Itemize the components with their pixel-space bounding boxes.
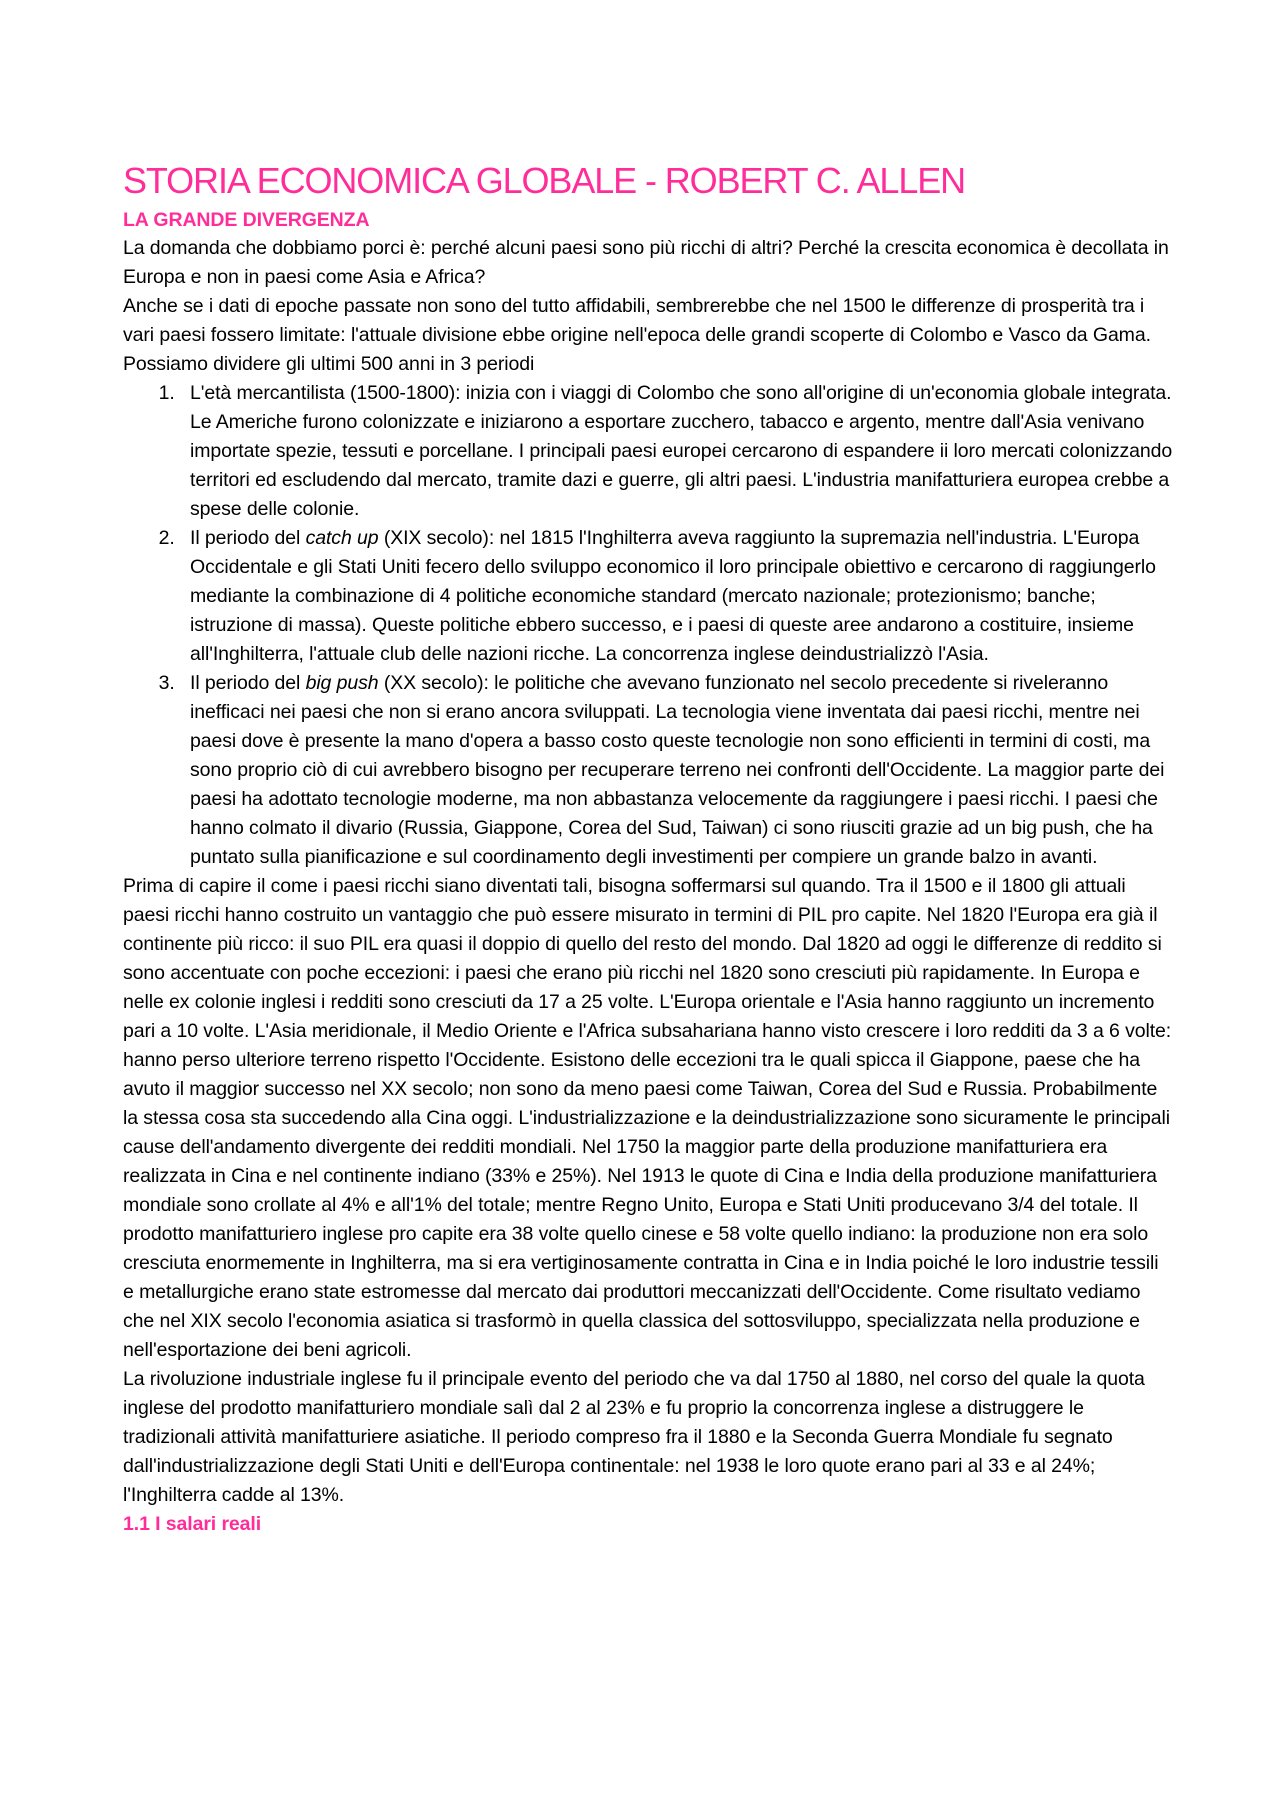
document-title: STORIA ECONOMICA GLOBALE - ROBERT C. ALLEN	[123, 160, 966, 201]
period-item-text-after: (XX secolo): le politiche che avevano funzionato nel secolo precedente si riveleranno inefficaci nei paesi che non si erano ancora sviluppati. La tecnologia viene inventata dai paesi ricchi, mentre nei paesi dove è presente la mano d'opera a basso costo queste tecnologie non sono efficienti in termini di costi, ma sono proprio ciò di cui avrebbero bisogno per recuperare terreno nei confronti dell'Occidente. La maggior parte dei paesi ha adottato tecnologie moderne, ma non abbastanza velocemente da raggiungere i paesi ricchi. I paesi che hanno colmato il divario (Russia, Giappone, Corea del Sud, Taiwan) ci sono riusciti grazie ad un big push, che ha puntato sulla pianificazione e sul coordinamento degli investimenti per compiere un grande balzo in avanti.	[190, 672, 1165, 868]
section-heading-grande-divergenza: LA GRANDE DIVERGENZA	[123, 209, 370, 231]
document-page	[123, 160, 1173, 1538]
period-item-mercantilist	[180, 379, 1173, 524]
intro-paragraph-question: La domanda che dobbiamo porci è: perché alcuni paesi sono più ricchi di altri? Perché la crescita economica è decollata in Europa e non in paesi come Asia e Africa?	[123, 237, 1169, 288]
section-heading-salari-reali: 1.1 I salari reali	[123, 1513, 262, 1535]
body-paragraph-industrial-revolution: La rivoluzione industriale inglese fu il principale evento del periodo che va dal 1750 al 1880, nel corso del quale la quota inglese del prodotto manifatturiero mondiale salì dal 2 al 23% e fu proprio la concorrenza inglese a distruggere le tradizionali attività manifatturiere asiatiche. Il periodo compreso fra il 1880 e la Seconda Guerra Mondiale fu segnato dall'industrializzazione degli Stati Uniti e dell'Europa continentale: nel 1938 le loro quote erano pari al 33 e al 24%; l'Inghilterra cadde al 13%.	[123, 1368, 1145, 1506]
periods-list	[123, 379, 1173, 872]
period-item-text-after: (XIX secolo): nel 1815 l'Inghilterra aveva raggiunto la supremazia nell'industria. L'Europa Occidentale e gli Stati Uniti fecero dello sviluppo economico il loro principale obiettivo e cercarono di raggiungerlo mediante la combinazione di 4 politiche economiche standard (mercato nazionale; protezionismo; banche; istruzione di massa). Queste politiche ebbero successo, e i paesi di queste aree andarono a costituire, insieme all'Inghilterra, l'attuale club delle nazioni ricche. La concorrenza inglese deindustrializzò l'Asia.	[190, 527, 1156, 665]
period-item-text-before: Il periodo del	[190, 527, 306, 549]
period-item-text: L'età mercantilista (1500-1800): inizia con i viaggi di Colombo che sono all'origine di un'economia globale integrata. Le Americhe furono colonizzate e iniziarono a esportare zucchero, tabacco e argento, mentre dall'Asia venivano importate spezie, tessuti e porcellane. I principali paesi europei cercarono di espandere ii loro mercati colonizzando territori ed escludendo dal mercato, tramite dazi e guerre, gli altri paesi. L'industria manifatturiera europea crebbe a spese delle colonie.	[190, 382, 1173, 520]
period-item-term: big push	[305, 672, 379, 694]
intro-paragraph-origins: Anche se i dati di epoche passate non sono del tutto affidabili, sembrerebbe che nel 1500 le differenze di prosperità tra i vari paesi fossero limitate: l'attuale divisione ebbe origine nell'epoca delle grandi scoperte di Colombo e Vasco da Gama.	[123, 295, 1151, 346]
body-paragraph-divergence: Prima di capire il come i paesi ricchi siano diventati tali, bisogna soffermarsi sul quando. Tra il 1500 e il 1800 gli attuali paesi ricchi hanno costruito un vantaggio che può essere misurato in termini di PIL pro capite. Nel 1820 l'Europa era già il continente più ricco: il suo PIL era quasi il doppio di quello del resto del mondo. Dal 1820 ad oggi le differenze di reddito si sono accentuate con poche eccezioni: i paesi che erano più ricchi nel 1820 sono cresciuti più rapidamente. In Europa e nelle ex colonie inglesi i redditi sono cresciuti da 17 a 25 volte. L'Europa orientale e l'Asia hanno raggiunto un incremento pari a 10 volte. L'Asia meridionale, il Medio Oriente e l'Africa subsahariana hanno visto crescere i loro redditi da 3 a 6 volte: hanno perso ulteriore terreno rispetto l'Occidente. Esistono delle eccezioni tra le quali spicca il Giappone, paese che ha avuto il maggior successo nel XX secolo; non sono da meno paesi come Taiwan, Corea del Sud e Russia. Probabilmente la stessa cosa sta succedendo alla Cina oggi. L'industrializzazione e la deindustrializzazione sono sicuramente le principali cause dell'andamento divergente dei redditi mondiali. Nel 1750 la maggior parte della produzione manifatturiera era realizzata in Cina e nel continente indiano (33% e 25%). Nel 1913 le quote di Cina e India della produzione manifatturiera mondiale sono crollate al 4% e all'1% del totale; mentre Regno Unito, Europa e Stati Uniti producevano 3/4 del totale. Il prodotto manifatturiero inglese pro capite era 38 volte quello cinese e 58 volte quello indiano: la produzione non era solo cresciuta enormemente in Inghilterra, ma si era vertiginosamente contratta in Cina e in India poiché le loro industrie tessili e metallurgiche erano state estromesse dal mercato dai produttori meccanizzati dell'Occidente. Come risultato vediamo che nel XIX secolo l'economia asiatica si trasformò in quella classica del sottosviluppo, specializzata nella produzione e nell'esportazione dei beni agricoli.	[123, 875, 1172, 1361]
intro-paragraph-periods: Possiamo dividere gli ultimi 500 anni in 3 periodi	[123, 353, 535, 375]
period-item-text-before: Il periodo del	[190, 672, 306, 694]
period-item-term: catch up	[305, 527, 379, 549]
period-item-big-push	[180, 669, 1173, 872]
period-item-catch-up	[180, 524, 1173, 669]
